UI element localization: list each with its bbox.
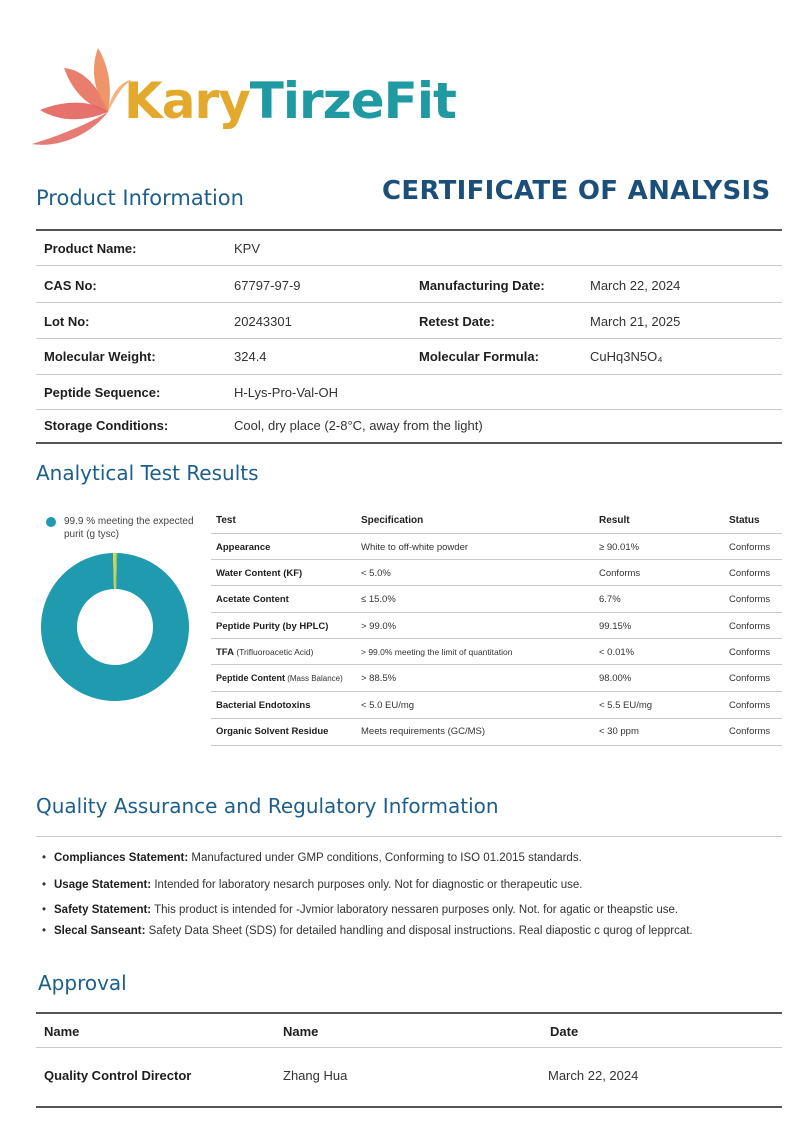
col-header-result: Result — [599, 515, 630, 526]
formula-label: Molecular Formula: — [419, 349, 539, 364]
divider — [36, 1047, 782, 1048]
cell-spec: > 99.0% — [361, 621, 397, 632]
cell-result: 99.15% — [599, 621, 632, 632]
bullet: • — [42, 925, 47, 937]
col-header-status: Status — [729, 515, 760, 526]
divider — [36, 836, 782, 837]
mfg-date-label: Manufacturing Date: — [419, 278, 545, 293]
divider — [36, 265, 782, 266]
cell-test-name: TFA — [216, 647, 234, 658]
cell-test: Appearance — [216, 542, 271, 553]
divider — [211, 533, 782, 534]
qa-compliance-item — [42, 852, 582, 864]
divider — [211, 745, 782, 746]
approval-col-header: Name — [283, 1024, 319, 1039]
cell-test-note: (Mass Balance) — [285, 674, 343, 683]
cell-status: Conforms — [729, 647, 771, 658]
approval-col-header: Date — [550, 1024, 579, 1039]
mfg-date-value: March 22, 2024 — [590, 278, 681, 293]
cell-test-name: Peptide Content — [216, 673, 285, 683]
qa-text: Manufactured under GMP conditions, Conforming to ISO 01.2015 standards. — [188, 852, 582, 864]
cell-status: Conforms — [729, 700, 771, 711]
lot-label: Lot No: — [44, 314, 90, 329]
qa-text: Safety Data Sheet (SDS) for detailed handling and disposal instructions. Real diapostic c qurog of lepprcat. — [145, 925, 693, 937]
approval-name: Zhang Hua — [283, 1068, 348, 1083]
cell-spec: White to off-white powder — [361, 542, 469, 553]
cell-result: < 0.01% — [599, 647, 635, 658]
qa-label: Slecal Sanseant: — [54, 925, 146, 937]
cell-test — [216, 673, 343, 684]
legend-label: 99.9 % meeting the expected purit (g tysc) — [64, 516, 194, 540]
flower-petals-icon — [24, 40, 134, 150]
storage-value: Cool, dry place (2-8°C, away from the light) — [234, 418, 483, 433]
divider — [211, 718, 782, 719]
approval-title: Approval — [38, 971, 127, 995]
storage-label: Storage Conditions: — [44, 418, 169, 433]
retest-label: Retest Date: — [419, 314, 495, 329]
cell-test-note: (Trifluoroacetic Acid) — [233, 647, 314, 657]
divider — [36, 338, 782, 339]
cas-label: CAS No: — [44, 278, 97, 293]
cell-result: < 5.5 EU/mg — [599, 700, 653, 711]
qa-label: Usage Statement: — [54, 879, 152, 891]
bullet: • — [42, 852, 47, 864]
divider — [36, 1012, 782, 1014]
mw-label: Molecular Weight: — [44, 349, 156, 364]
cell-status: Conforms — [729, 673, 771, 684]
cell-test: Water Content (KF) — [216, 568, 303, 579]
cell-status: Conforms — [729, 621, 771, 632]
cell-spec: < 5.0 EU/mg — [361, 700, 415, 711]
divider — [36, 442, 782, 444]
qa-usage-item — [42, 879, 582, 891]
lot-value: 20243301 — [234, 314, 292, 329]
divider — [36, 374, 782, 375]
qa-title: Quality Assurance and Regulatory Information — [36, 794, 499, 818]
col-header-test: Test — [216, 515, 236, 526]
sequence-value: H-Lys-Pro-Val-OH — [234, 385, 339, 400]
qa-text: This product is intended for -Jvmior laboratory nessaren purposes only. Not. for agatic or theapstic use. — [151, 904, 679, 916]
cell-result: Conforms — [599, 568, 641, 579]
divider — [36, 409, 782, 410]
divider — [211, 612, 782, 613]
bullet: • — [42, 904, 47, 916]
cell-result: ≥ 90.01% — [599, 542, 640, 553]
cell-status: Conforms — [729, 542, 771, 553]
approval-date: March 22, 2024 — [548, 1068, 639, 1083]
cell-test — [216, 647, 313, 658]
legend-swatch — [46, 517, 56, 527]
divider — [211, 559, 782, 560]
cell-status: Conforms — [729, 594, 771, 605]
cas-value: 67797-97-9 — [234, 278, 301, 293]
divider — [36, 302, 782, 303]
cell-result: 98.00% — [599, 673, 632, 684]
qa-label: Compliances Statement: — [54, 852, 189, 864]
divider — [211, 585, 782, 586]
qa-safety-item — [42, 904, 678, 916]
divider — [36, 1106, 782, 1108]
product-name-label: Product Name: — [44, 241, 137, 256]
cell-spec: > 88.5% — [361, 673, 397, 684]
qa-special-item — [42, 925, 693, 937]
cell-test: Acetate Content — [216, 594, 289, 605]
cell-spec: Meets requirements (GC/MS) — [361, 726, 486, 737]
brand-name-part2: TirzeFit — [249, 72, 456, 130]
brand-name — [124, 72, 456, 130]
col-header-specification: Specification — [361, 515, 424, 526]
analytical-title: Analytical Test Results — [36, 461, 259, 485]
mw-value: 324.4 — [234, 349, 267, 364]
cell-test: Bacterial Endotoxins — [216, 700, 311, 711]
formula-value: CuHq3N5O₄ — [590, 349, 663, 364]
document-title: CERTIFICATE OF ANALYSIS — [382, 176, 771, 206]
retest-value: March 21, 2025 — [590, 314, 681, 329]
divider — [36, 229, 782, 231]
approval-role: Quality Control Director — [44, 1068, 192, 1083]
cell-result: < 30 ppm — [599, 726, 639, 737]
product-name-value: KPV — [234, 241, 261, 256]
purity-chart — [36, 512, 206, 712]
product-info-title: Product Information — [36, 186, 244, 210]
divider — [211, 691, 782, 692]
cell-spec: > 99.0% meeting the limit of quantitation — [361, 647, 513, 657]
cell-status: Conforms — [729, 726, 771, 737]
brand-name-part1: Kary — [124, 72, 250, 130]
cell-test: Organic Solvent Residue — [216, 726, 329, 737]
qa-text: Intended for laboratory nesarch purposes only. Not for diagnostic or therapeutic use. — [151, 879, 583, 891]
cell-test: Peptide Purity (by HPLC) — [216, 621, 329, 632]
cell-result: 6.7% — [599, 594, 621, 605]
company-logo — [24, 40, 454, 150]
cell-status: Conforms — [729, 568, 771, 579]
approval-col-header: Name — [44, 1024, 80, 1039]
donut-chart — [40, 552, 190, 702]
cell-spec: ≤ 15.0% — [361, 594, 396, 605]
divider — [211, 664, 782, 665]
divider — [211, 638, 782, 639]
qa-label: Safety Statement: — [54, 904, 152, 916]
cell-spec: < 5.0% — [361, 568, 391, 579]
sequence-label: Peptide Sequence: — [44, 385, 161, 400]
bullet: • — [42, 879, 47, 891]
